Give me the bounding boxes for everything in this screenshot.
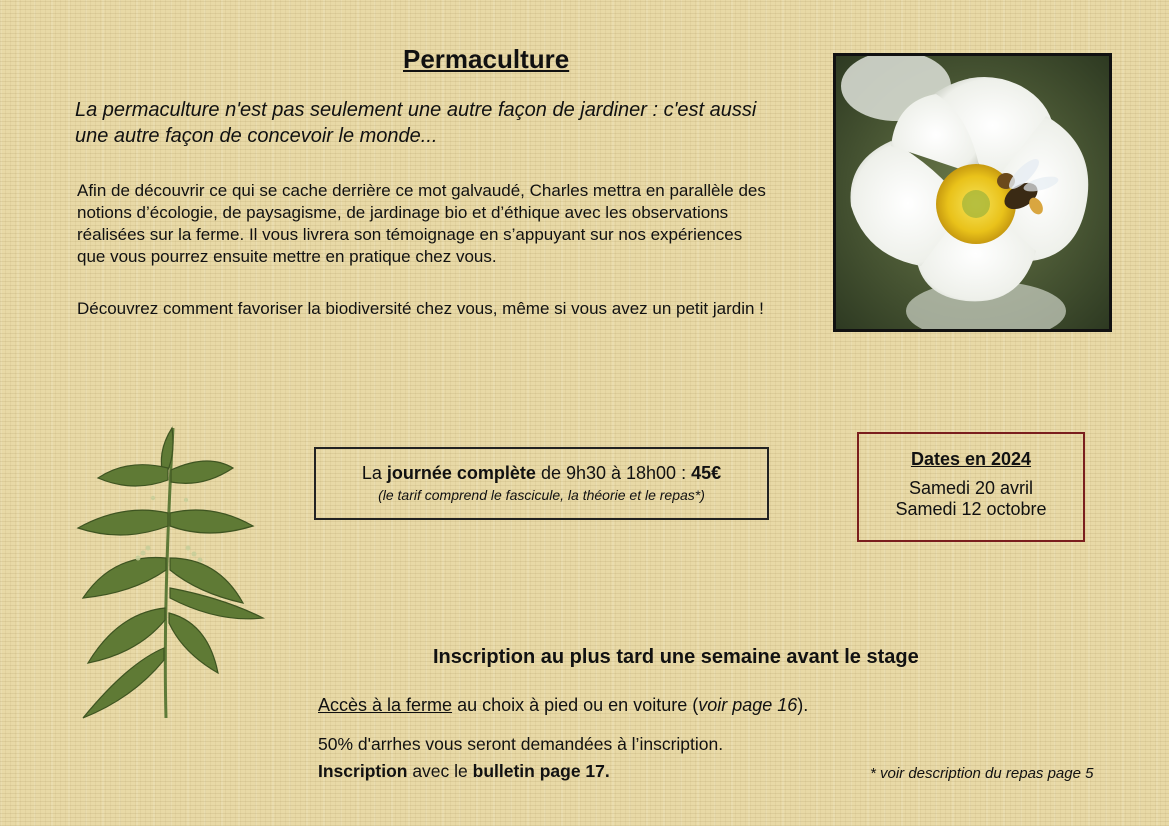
intro-text: La permaculture n'est pas seulement une autre façon de jardiner : c'est aussi une autre façon de concevoir le monde... [75, 99, 757, 147]
price-hours: de 9h30 à 18h00 : [535, 463, 692, 483]
date-item: Samedi 12 octobre [895, 499, 1047, 519]
price-box [314, 447, 769, 520]
price-note: (le tarif comprend le fascicule, la théorie et le repas*) [378, 487, 705, 503]
dates-box [857, 432, 1085, 542]
flower-bee-photo [833, 53, 1112, 332]
nettle-illustration [68, 408, 268, 723]
access-text: au choix à pied ou en voiture ( [452, 695, 699, 715]
deposit-line: 50% d'arrhes vous seront demandées à l’inscription. [318, 734, 724, 754]
flower-bee-image [836, 56, 1109, 329]
meal-footnote: * voir description du repas page 5 [870, 765, 1094, 782]
registration-line [318, 761, 610, 782]
registration-label: Inscription [318, 761, 408, 781]
description-paragraph: Afin de découvrir ce qui se cache derrière ce mot galvaudé, Charles mettra en parallèle des notions d’écologie, de paysagisme, de jardinage bio et d’éthique avec les observations réalisées sur la ferme. Il vous livrera son témoignage en s’appuyant sur nos expériences que vous pourrez ensuite mettre en pratique chez vous. [77, 181, 766, 266]
registration-text: avec le [407, 761, 473, 781]
page-title: Permaculture [403, 44, 570, 74]
bulletin-page-ref: bulletin page 17. [472, 761, 610, 781]
inscription-deadline: Inscription au plus tard une semaine avant le stage [433, 646, 919, 668]
price-line [316, 461, 767, 485]
access-line [318, 695, 808, 716]
access-end: ). [797, 695, 809, 715]
access-page-ref: voir page 16 [698, 695, 798, 715]
nettle-plant-icon [68, 408, 268, 723]
price-amount: 45€ [691, 463, 722, 483]
full-day-label: journée complète [386, 463, 536, 483]
farm-access-link[interactable]: Accès à la ferme [318, 695, 453, 715]
price-prefix: La [361, 463, 387, 483]
date-item: Samedi 20 avril [908, 478, 1034, 498]
dates-title: Dates en 2024 [910, 449, 1032, 469]
biodiversity-paragraph: Découvrez comment favoriser la biodiversité chez vous, même si vous avez un petit jardin ! [77, 299, 764, 318]
